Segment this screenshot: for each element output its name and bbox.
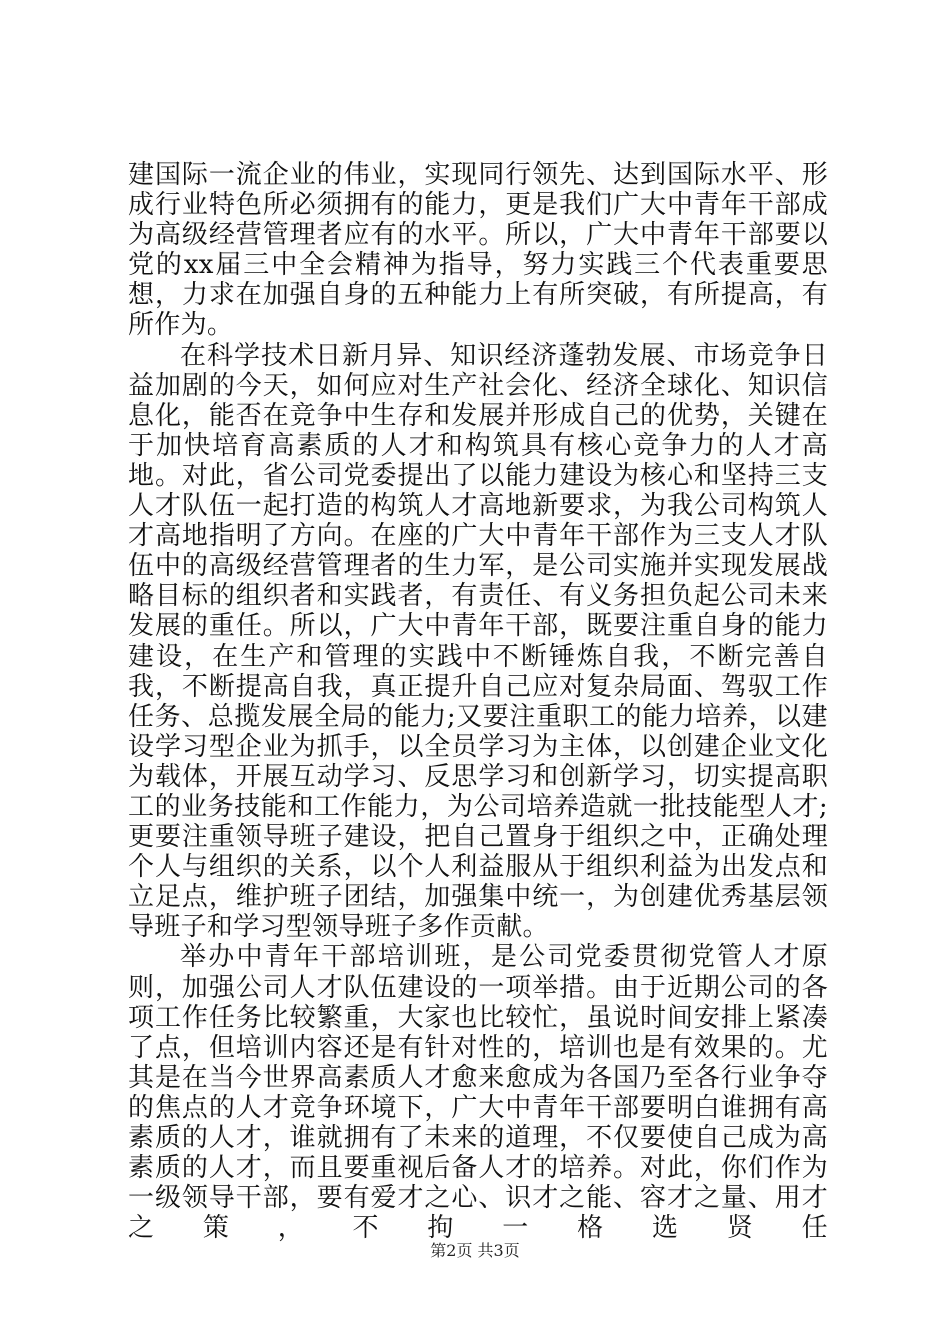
paragraph-1: 建国际一流企业的伟业，实现同行领先、达到国际水平、形成行业特色所必须拥有的能力，更是我们广大中青年干部成为高级经营管理者应有的水平。所以，广大中青年干部要以党的xx届三中全会精神为指导，努力实践三个代表重要思想，力求在加强自身的五种能力上有所突破，有所提高，有所作为。 — [128, 160, 828, 341]
paragraph-3: 举办中青年干部培训班，是公司党委贯彻党管人才原则，加强公司人才队伍建设的一项举措。由于近期公司的各项工作任务比较繁重，大家也比较忙，虽说时间安排上紧凑了点，但培训内容还是有针对性的，培训也是有效果的。尤其是在当今世界高素质人才愈来愈成为各国乃至各行业争夺的焦点的人才竞争环境下，广大中青年干部要明白谁拥有高素质的人才，谁就拥有了未来的道理，不仅要使自己成为高素质的人才，而且要重视后备人才的培养。对此，你们作为一级领导干部，要有爱才之心、识才之能、容才之量、用才之策，不拘一格选贤任 — [128, 942, 828, 1244]
page-footer: 第2页 共3页 — [430, 1241, 520, 1260]
paragraph-2: 在科学技术日新月异、知识经济蓬勃发展、市场竞争日益加剧的今天，如何应对生产社会化、经济全球化、知识信息化，能否在竞争中生存和发展并形成自己的优势，关键在于加快培育高素质的人才和构筑具有核心竞争力的人才高地。对此，省公司党委提出了以能力建设为核心和坚持三支人才队伍一起打造的构筑人才高地新要求，为我公司构筑人才高地指明了方向。在座的广大中青年干部作为三支人才队伍中的高级经营管理者的生力军，是公司实施并实现发展战略目标的组织者和实践者，有责任、有义务担负起公司未来发展的重任。所以，广大中青年干部，既要注重自身的能力建设，在生产和管理的实践中不断锤炼自我，不断完善自我，不断提高自我，真正提升自己应对复杂局面、驾驭工作任务、总揽发展全局的能力;又要注重职工的能力培养，以建设学习型企业为抓手，以全员学习为主体，以创建企业文化为载体，开展互动学习、反思学习和创新学习，切实提高职工的业务技能和工作能力，为公司培养造就一批技能型人才;更要注重领导班子建设，把自己置身于组织之中，正确处理个人与组织的关系，以个人利益服从于组织利益为出发点和立足点，维护班子团结，加强集中统一，为创建优秀基层领导班子和学习型领导班子多作贡献。 — [128, 340, 828, 943]
document-body — [128, 160, 828, 1243]
